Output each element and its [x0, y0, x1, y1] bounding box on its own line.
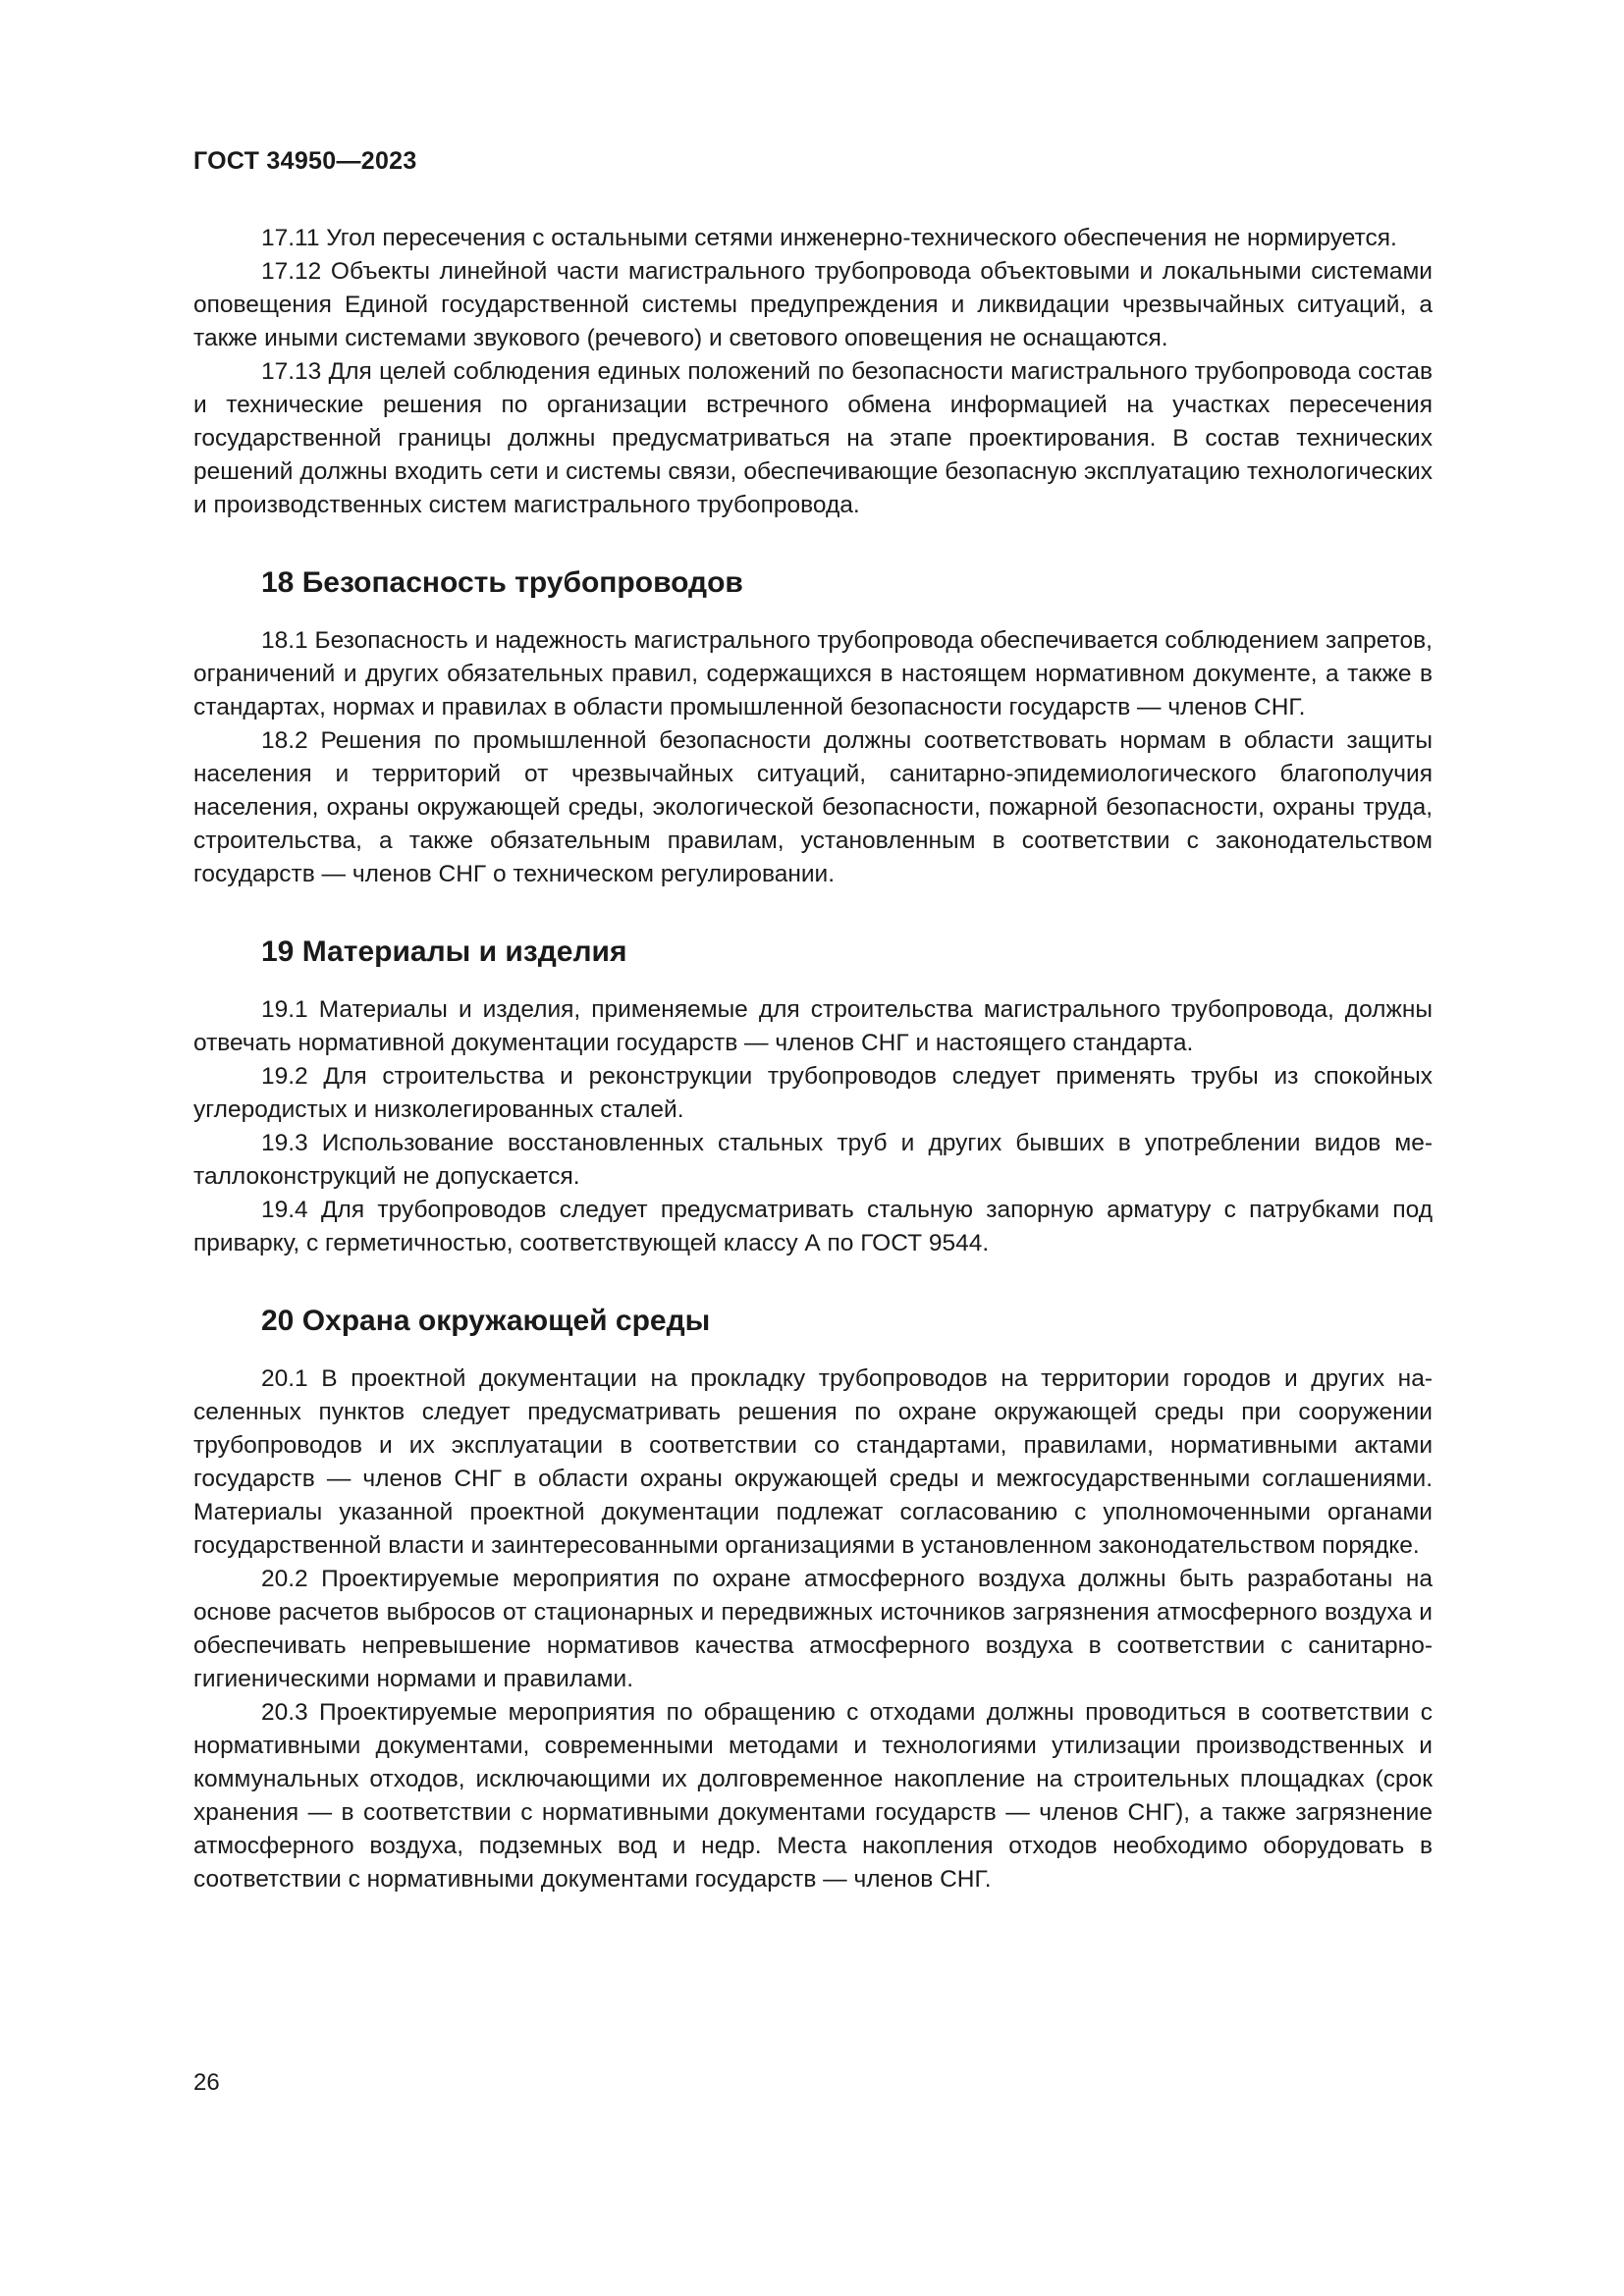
section-20: [193, 1302, 1433, 1896]
section-19: [193, 933, 1433, 1260]
paragraph-19-3: 19.3 Использование восстановленных стальных труб и других бывших в употреблении видов металлоконструкций не допускается.: [193, 1130, 1433, 1190]
section-heading-19: 19 Материалы и изделия: [261, 935, 627, 968]
paragraph-17-11: 17.11 Угол пересечения с остальными сетями инженерно-технического обеспечения не нормируется.: [261, 225, 1397, 251]
paragraph-20-2: 20.2 Проектируемые мероприятия по охране атмосферного воздуха должны быть разработаны на основе расчетов выбросов от стационарных и передвижных источников загрязнения атмосферного воздуха и обеспечивать непревышение нормативов качества атмосферного воздуха в соответствии с санитарно-гигиеническими нормами и правилами.: [193, 1566, 1433, 1692]
section-heading-18: 18 Безопасность трубопроводов: [261, 566, 743, 599]
paragraph-19-1: 19.1 Материалы и изделия, применяемые для строительства магистрального трубопровода, должны отвечать нормативной документации государств — членов СНГ и настоящего стандарта.: [193, 996, 1433, 1056]
paragraph-17-12: 17.12 Объекты линейной части магистрального трубопровода объектовыми и локальными системами оповещения Единой государственной системы предупреждения и ликвидации чрезвычайных ситуаций, а также иными системами звукового (речевого) и светового оповещения не оснащаются.: [193, 258, 1433, 351]
paragraph-20-3: 20.3 Проектируемые мероприятия по обращению с отходами должны проводиться в соответствии с нормативными документами, современными методами и технологиями утилизации производственных и коммунальных отходов, исключающими их долговременное накопление на строительных площадках (срок хранения — в соответствии с нормативными документами государств — членов СНГ), а также загрязнение атмосферного воздуха, подземных вод и недр. Места накопления отходов необходимо оборудовать в соответствии с нормативными документами государств — членов СНГ.: [193, 1699, 1433, 1893]
page-number: 26: [193, 2069, 220, 2096]
section-17-continuation: [193, 222, 1433, 522]
paragraph-18-2: 18.2 Решения по промышленной безопасности должны соответствовать нормам в области защиты населения и территорий от чрезвычайных ситуаций, санитарно-эпидемиологического благополучия населения, охраны окружающей среды, экологической безопасности, пожарной безопасности, охраны труда, строительства, а также обязательным правилам, установленным в соответствии с законодательством государств — членов СНГ о техническом регулировании.: [193, 727, 1433, 887]
paragraph-19-2: 19.2 Для строительства и реконструкции трубопроводов следует применять трубы из спокойных углеродистых и низколегированных сталей.: [193, 1063, 1433, 1123]
document-body: [193, 222, 1433, 1896]
paragraph-17-13: 17.13 Для целей соблюдения единых положений по безопасности магистрального трубопровода состав и технические решения по организации встречного обмена информацией на участках пересечения государственной границы должны предусматриваться на этапе проектирования. В состав технических решений должны входить сети и системы связи, обеспечивающие безопасную эксплуатацию технологических и производственных систем магистрального трубопровода.: [193, 358, 1433, 518]
paragraph-20-1: 20.1 В проектной документации на прокладку трубопроводов на территории городов и других населенных пунктов следует предусматривать решения по охране окружающей среды при сооружении трубопроводов и их эксплуатации в соответствии со стандартами, правилами, нормативными актами государств — членов СНГ в области охраны окружающей среды и межгосударственными соглашениями. Материалы указанной проектной документации подлежат согласованию с уполномоченными органами государственной власти и заинтересованными организациями в установленном законодательством порядке.: [193, 1365, 1433, 1559]
paragraph-19-4: 19.4 Для трубопроводов следует предусматривать стальную запорную арматуру с патрубками под приварку, с герметичностью, соответствующей классу А по ГОСТ 9544.: [193, 1197, 1433, 1256]
section-heading-20: 20 Охрана окружающей среды: [261, 1305, 711, 1337]
section-18: [193, 563, 1433, 891]
document-code-header: ГОСТ 34950—2023: [193, 147, 417, 175]
paragraph-18-1: 18.1 Безопасность и надежность магистрального трубопровода обеспечивается соблюдением запретов, ограничений и других обязательных правил, содержащихся в настоящем нормативном документе, а также в стандартах, нормах и правилах в области промышленной безопасности государств — членов СНГ.: [193, 627, 1433, 721]
